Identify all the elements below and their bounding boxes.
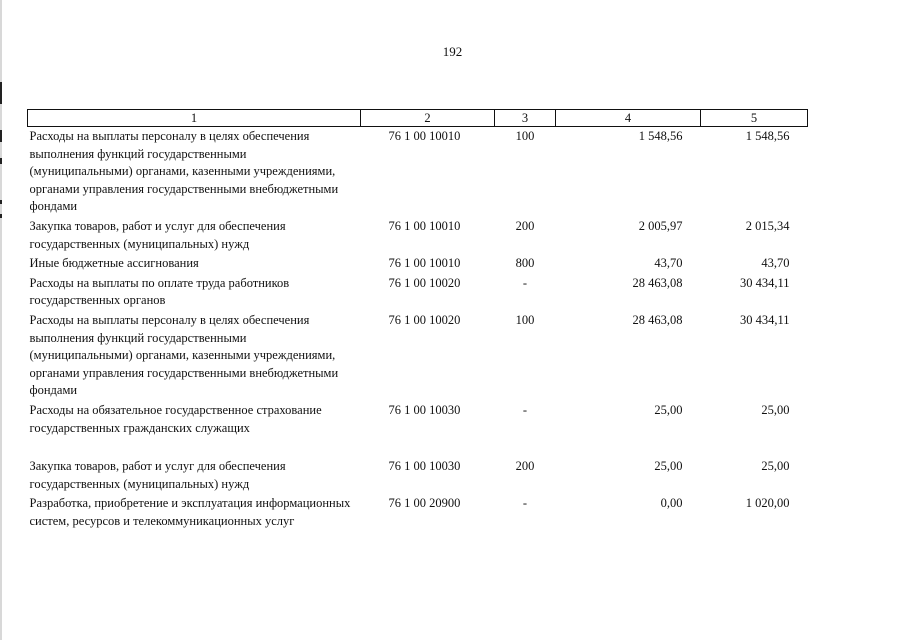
row-name: Закупка товаров, работ и услуг для обеспечения государственных (муниципальных) нужд — [29, 218, 286, 251]
row-expense-type: 800 — [515, 256, 535, 271]
row-name: Расходы на выплаты персоналу в целях обеспечения выполнения функций государственными (муниципальными) органами, казенными учреждениями, органами управления государственными внебюджетными фондами — [29, 312, 339, 398]
row-expense-type: - — [522, 275, 528, 290]
column-header: 2 — [361, 110, 495, 127]
table-row — [28, 217, 808, 254]
row-name: Закупка товаров, работ и услуг для обеспечения государственных (муниципальных) нужд — [29, 459, 286, 491]
table-row — [28, 311, 808, 401]
row-code: 76 1 00 10010 — [388, 218, 461, 233]
row-code: 76 1 00 10010 — [388, 256, 461, 271]
row-value-col5: 25,00 — [761, 459, 790, 474]
scan-mark — [0, 200, 2, 204]
row-value-col4: 28 463,08 — [632, 312, 683, 327]
row-value-col5: 2 015,34 — [745, 218, 790, 233]
row-value-col5: 30 434,11 — [739, 275, 790, 290]
table-row — [28, 494, 808, 531]
row-value-col4: 0,00 — [660, 496, 683, 511]
table-row — [28, 401, 808, 457]
row-expense-type: 100 — [515, 129, 535, 143]
row-expense-type: 200 — [515, 218, 535, 233]
table-row — [28, 127, 808, 217]
column-header: 5 — [701, 110, 808, 127]
scan-mark — [0, 130, 2, 142]
row-name: Расходы на выплаты персоналу в целях обеспечения выполнения функций государственными (муниципальными) органами, казенными учреждениями, органами управления государственными внебюджетными фондами — [29, 129, 339, 214]
row-name: Расходы на обязательное государственное страхование государственных гражданских служащих — [29, 402, 322, 435]
column-header: 1 — [28, 110, 361, 127]
row-code: 76 1 00 20900 — [388, 496, 461, 511]
table-row — [28, 254, 808, 274]
row-value-col5: 25,00 — [761, 402, 790, 417]
row-value-col4: 25,00 — [654, 402, 683, 417]
budget-table — [27, 109, 808, 531]
row-name: Иные бюджетные ассигнования — [29, 256, 199, 271]
row-value-col4: 43,70 — [654, 256, 683, 271]
row-value-col5: 1 020,00 — [745, 496, 790, 511]
row-expense-type: - — [522, 496, 528, 511]
row-value-col4: 25,00 — [654, 459, 683, 474]
row-name: Разработка, приобретение и эксплуатация информационных систем, ресурсов и телекоммуникационных услуг — [29, 496, 351, 528]
scan-mark — [0, 82, 2, 104]
table-header-row — [28, 110, 808, 127]
row-code: 76 1 00 10030 — [388, 459, 461, 474]
row-value-col5: 1 548,56 — [745, 129, 790, 143]
row-value-col5: 43,70 — [761, 256, 790, 271]
scan-mark — [0, 214, 2, 218]
row-value-col5: 30 434,11 — [739, 312, 790, 327]
scan-mark — [0, 158, 2, 164]
row-value-col4: 28 463,08 — [632, 275, 683, 290]
column-header: 3 — [495, 110, 556, 127]
row-value-col4: 1 548,56 — [638, 129, 683, 143]
table-row — [28, 457, 808, 494]
row-code: 76 1 00 10030 — [388, 402, 461, 417]
row-expense-type: 200 — [515, 459, 535, 474]
row-code: 76 1 00 10010 — [388, 129, 461, 143]
row-name: Расходы на выплаты по оплате труда работников государственных органов — [29, 275, 290, 308]
row-expense-type: 100 — [515, 312, 535, 327]
row-code: 76 1 00 10020 — [388, 312, 461, 327]
column-header: 4 — [556, 110, 701, 127]
row-expense-type: - — [522, 402, 528, 417]
row-value-col4: 2 005,97 — [638, 218, 683, 233]
page-number: 192 — [442, 44, 463, 59]
table-row — [28, 274, 808, 311]
row-code: 76 1 00 10020 — [388, 275, 461, 290]
